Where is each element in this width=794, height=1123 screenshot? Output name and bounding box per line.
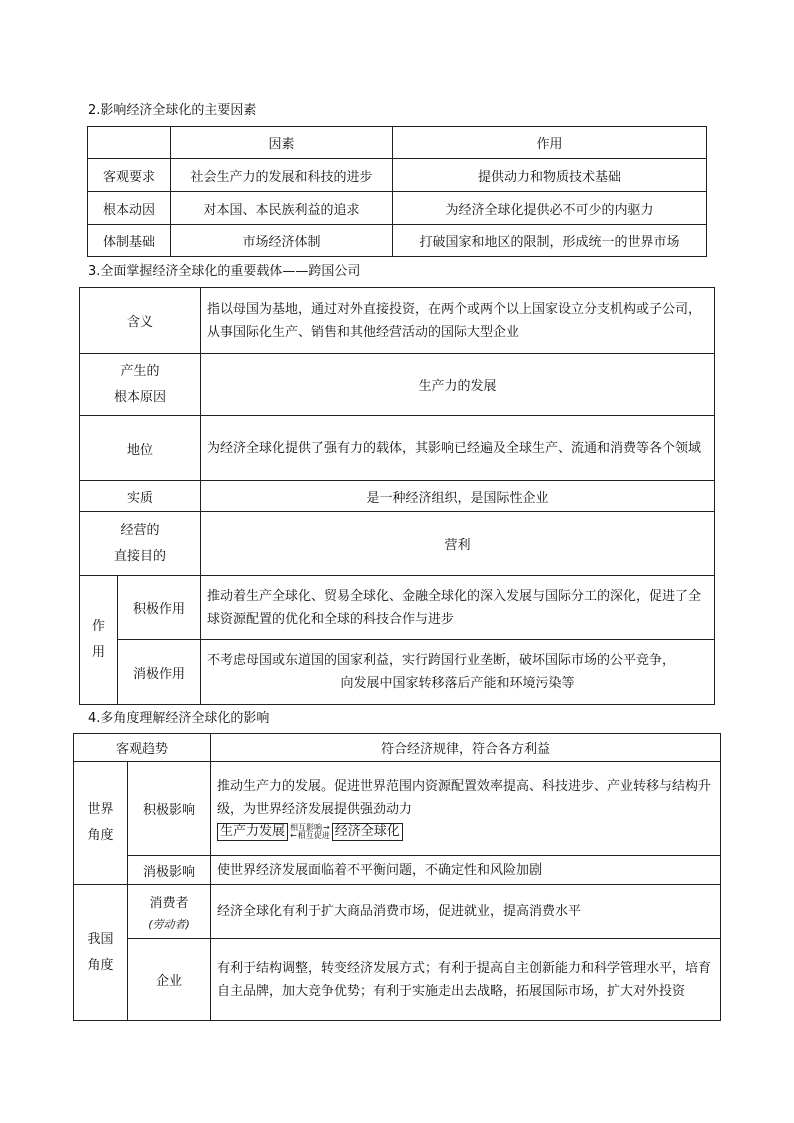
- status-label: 地位: [80, 416, 201, 481]
- meaning-text: 指以母国为基地，通过对外直接投资，在两个或两个以上国家设立分支机构或子公司，从事国际化生产、销售和其他经营活动的国际大型企业: [201, 288, 715, 354]
- relation-diagram: [217, 821, 714, 843]
- negative-role-text-2: 向发展中国家转移落后产能和环境污染等: [340, 676, 575, 691]
- trend-label: 客观趋势: [74, 734, 211, 762]
- negative-role-label: 消极作用: [118, 640, 201, 705]
- world-positive-label: 积极影响: [128, 762, 211, 856]
- world-label-1: 世界: [87, 802, 114, 817]
- arrow-right-label: 相互影响 →: [290, 824, 330, 832]
- globalization-box: 经济全球化: [332, 823, 403, 841]
- table-row: [88, 192, 707, 225]
- world-label-2: 角度: [87, 828, 114, 843]
- section-3-heading: 3.全面掌握经济全球化的重要载体——跨国公司: [88, 264, 361, 279]
- positive-role-label: 积极作用: [118, 576, 201, 640]
- section-2-heading: 2.影响经济全球化的主要因素: [88, 103, 257, 118]
- trend-row: [74, 734, 721, 762]
- consumer-label: 消费者: [149, 895, 189, 911]
- origin-text: 生产力的发展: [201, 354, 715, 416]
- purpose-text: 营利: [201, 512, 715, 576]
- row-label: 体制基础: [88, 225, 171, 257]
- enterprise-row: [74, 939, 721, 1021]
- col-header-role: 作用: [393, 127, 707, 159]
- row-factor: 社会生产力的发展和科技的进步: [171, 159, 393, 192]
- multinational-table: [79, 287, 715, 705]
- row-factor: 对本国、本民族利益的追求: [171, 192, 393, 225]
- consumer-sub-label: (劳动者): [148, 917, 190, 931]
- purpose-label-1: 经营的: [120, 522, 160, 538]
- status-text: 为经济全球化提供了强有力的载体，其影响已经遍及全球生产、流通和消费等各个领域: [201, 416, 715, 481]
- impact-table: [73, 733, 721, 1021]
- negative-role-row: [80, 640, 715, 705]
- negative-role-text-1: 不考虑母国或东道国的国家利益，实行跨国行业垄断，破坏国际市场的公平竞争，: [207, 653, 676, 668]
- enterprise-text: 有利于结构调整，转变经济发展方式；有利于提高自主创新能力和科学管理水平，培育自主品牌，加大竞争优势；有利于实施走出去战略，拓展国际市场，扩大对外投资: [211, 939, 721, 1021]
- china-label-1: 我国: [87, 931, 114, 947]
- arrow-left-label: ← 相互促进: [290, 832, 330, 840]
- enterprise-label: 企业: [128, 939, 211, 1021]
- table-row: [88, 225, 707, 257]
- positive-role-row: [80, 576, 715, 640]
- table-row: [88, 159, 707, 192]
- section-4-heading: 4.多角度理解经济全球化的影响: [88, 711, 270, 726]
- meaning-row: [80, 288, 715, 354]
- world-negative-row: [74, 856, 721, 885]
- role-label-1: 作: [91, 619, 105, 634]
- world-negative-label: 消极影响: [128, 856, 211, 885]
- bidirectional-arrows: [290, 824, 330, 840]
- row-label: 客观要求: [88, 159, 171, 192]
- row-role: 打破国家和地区的限制，形成统一的世界市场: [393, 225, 707, 257]
- col-header-factor: 因素: [171, 127, 393, 159]
- world-positive-text: 推动生产力的发展。促进世界范围内资源配置效率提高、科技进步、产业转移与结构升级，为世界经济发展提供强劲动力: [217, 778, 712, 817]
- positive-role-text: 推动着生产全球化、贸易全球化、金融全球化的深入发展与国际分工的深化，促进了全球资源配置的优化和全球的科技合作与进步: [201, 576, 715, 640]
- essence-row: [80, 481, 715, 512]
- essence-text: 是一种经济组织，是国际性企业: [201, 481, 715, 512]
- factors-table: [87, 126, 707, 257]
- purpose-row: [80, 512, 715, 576]
- purpose-label-2: 直接目的: [114, 548, 167, 564]
- row-factor: 市场经济体制: [171, 225, 393, 257]
- meaning-label: 含义: [80, 288, 201, 354]
- origin-label-1: 产生的: [120, 363, 160, 379]
- row-role: 提供动力和物质技术基础: [393, 159, 707, 192]
- row-label: 根本动因: [88, 192, 171, 225]
- consumer-row: [74, 885, 721, 939]
- table-header-row: [88, 127, 707, 159]
- origin-label-2: 根本原因: [114, 389, 167, 405]
- trend-text: 符合经济规律，符合各方利益: [211, 734, 721, 762]
- role-label-2: 用: [91, 645, 105, 660]
- origin-row: [80, 354, 715, 416]
- world-negative-text: 使世界经济发展面临着不平衡问题，不确定性和风险加剧: [211, 856, 721, 885]
- row-role: 为经济全球化提供必不可少的内驱力: [393, 192, 707, 225]
- world-positive-row: [74, 762, 721, 856]
- status-row: [80, 416, 715, 481]
- essence-label: 实质: [80, 481, 201, 512]
- consumer-text: 经济全球化有利于扩大商品消费市场，促进就业，提高消费水平: [211, 885, 721, 939]
- productivity-box: 生产力发展: [217, 823, 288, 841]
- china-label-2: 角度: [87, 957, 114, 973]
